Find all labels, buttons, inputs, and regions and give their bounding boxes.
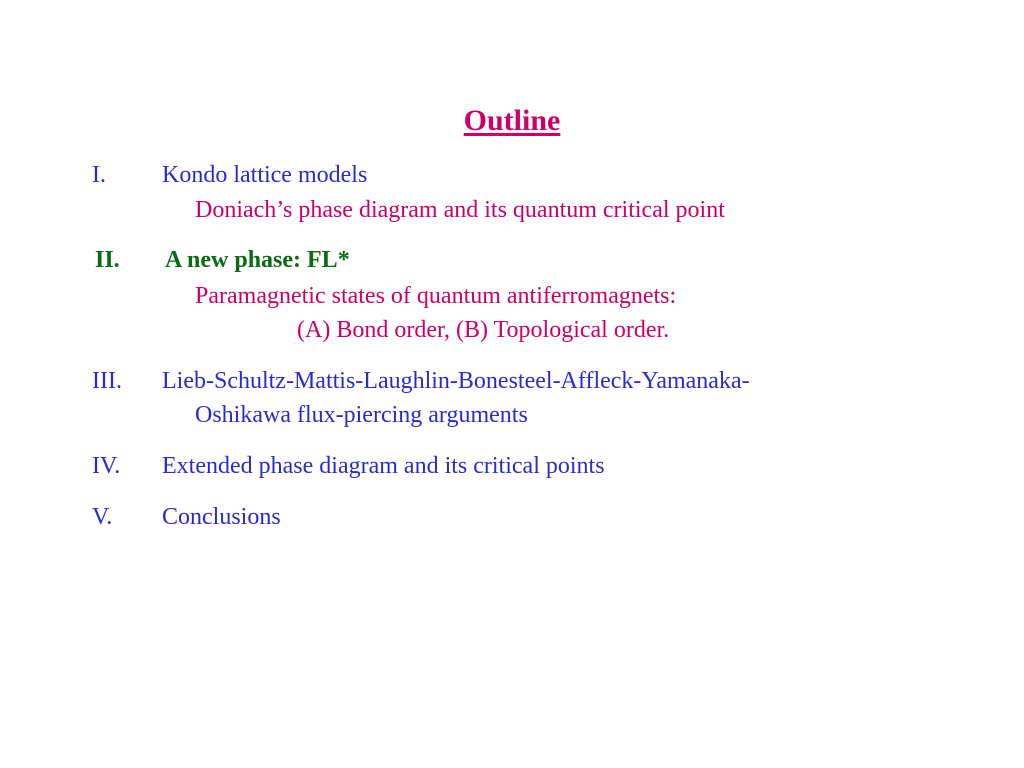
outline-item-2-heading: A new phase: FL* [165, 247, 350, 273]
outline-item-1-subtopic: Doniach’s phase diagram and its quantum critical point [195, 197, 725, 223]
outline-item-5-heading: Conclusions [162, 504, 281, 530]
outline-item-3-number: III. [92, 368, 122, 394]
outline-item-2-subtopic-1: Paramagnetic states of quantum antiferromagnets: [195, 283, 677, 309]
slide-title: Outline [463, 104, 561, 137]
outline-item-5-number: V. [92, 504, 113, 530]
outline-item-1-heading: Kondo lattice models [162, 162, 368, 188]
outline-item-3-heading: Lieb-Schultz-Mattis-Laughlin-Bonesteel-Affleck-Yamanaka- [162, 368, 750, 394]
outline-item-2-subtopic-2: (A) Bond order, (B) Topological order. [297, 317, 670, 343]
outline-item-4-heading: Extended phase diagram and its critical points [162, 453, 605, 479]
outline-item-1-number: I. [92, 162, 106, 188]
outline-item-4-number: IV. [92, 453, 121, 479]
outline-item-2-number: II. [95, 247, 120, 273]
outline-item-3-subtopic: Oshikawa flux-piercing arguments [195, 402, 528, 428]
